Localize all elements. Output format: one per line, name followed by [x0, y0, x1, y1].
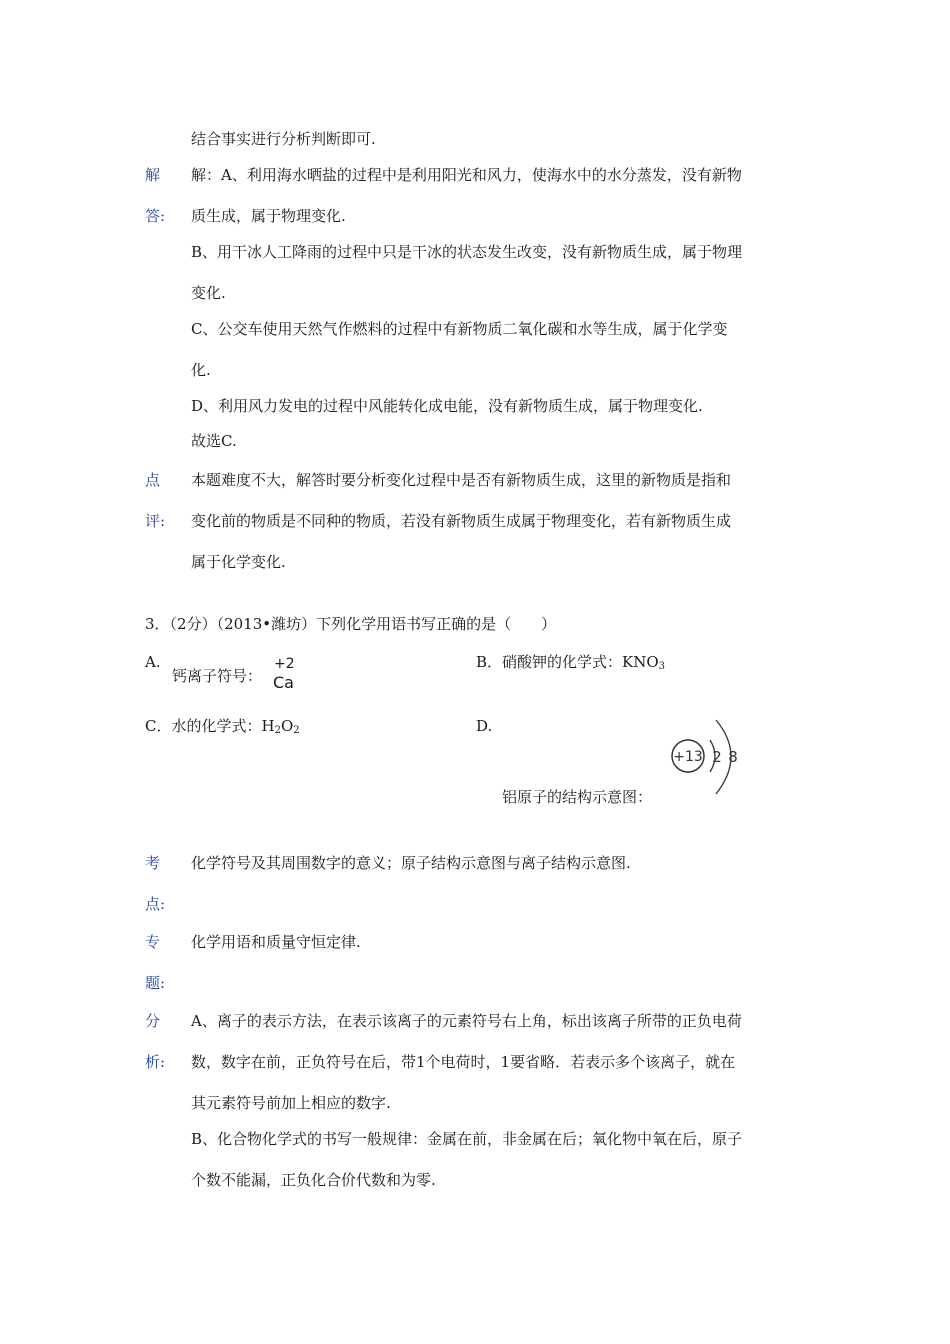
- option-a-letter: A.: [145, 653, 161, 671]
- option-c-subscript-1: 2: [274, 725, 281, 736]
- solution-line: 变化.: [191, 284, 226, 302]
- option-d-letter: D.: [476, 717, 493, 735]
- solution-line: 化.: [191, 361, 211, 379]
- option-c-text: [145, 716, 300, 741]
- fenxi-label-1: 分: [145, 1012, 161, 1030]
- solution-line: 质生成，属于物理变化.: [191, 207, 346, 225]
- comment-label-1: 点: [145, 471, 161, 489]
- option-b-subscript: 3: [658, 661, 666, 672]
- option-a-element: Ca: [273, 673, 294, 692]
- fenxi-line: 个数不能漏，正负化合价代数和为零.: [191, 1171, 436, 1189]
- option-b-formula: B．硝酸钾的化学式：KNO: [476, 653, 659, 671]
- shell-2-count: 8: [728, 748, 738, 766]
- kaodian-label-2: 点:: [145, 895, 166, 913]
- solution-line: C、公交车使用天然气作燃料的过程中有新物质二氧化碳和水等生成，属于化学变: [191, 320, 728, 338]
- aluminum-atom-diagram: [666, 708, 746, 804]
- comment-line: 变化前的物质是不同种的物质，若没有新物质生成属于物理变化，若有新物质生成: [191, 512, 732, 530]
- lead-line: 结合事实进行分析判断即可.: [191, 130, 376, 148]
- fenxi-label-2: 析:: [145, 1053, 166, 1071]
- option-a-text: 钙离子符号：: [172, 667, 263, 685]
- option-b-text: [476, 652, 665, 677]
- fenxi-line: B、化合物化学式的书写一般规律：金属在前，非金属在后；氧化物中氧在后，原子: [191, 1130, 743, 1148]
- solution-label-2: 答:: [145, 207, 166, 225]
- solution-line: 故选C.: [191, 432, 237, 450]
- solution-line: 解：A、利用海水晒盐的过程中是利用阳光和风力，使海水中的水分蒸发，没有新物: [191, 166, 742, 184]
- option-d-caption: 铝原子的结构示意图：: [502, 788, 653, 806]
- option-a-charge: +2: [274, 656, 295, 672]
- zhuanti-label-1: 专: [145, 933, 161, 951]
- kaodian-label-1: 考: [145, 854, 161, 872]
- kaodian-text: 化学符号及其周围数字的意义；原子结构示意图与离子结构示意图.: [191, 854, 631, 872]
- comment-line: 属于化学变化.: [191, 553, 286, 571]
- zhuanti-text: 化学用语和质量守恒定律.: [191, 933, 361, 951]
- nucleus-label: +13: [673, 749, 703, 765]
- solution-label-1: 解: [145, 166, 161, 184]
- option-c-formula-start: C．水的化学式：H: [145, 717, 275, 735]
- solution-line: B、用干冰人工降雨的过程中只是干冰的状态发生改变，没有新物质生成，属于物理: [191, 243, 743, 261]
- question-stem: 3．（2分）（2013•潍坊）下列化学用语书写正确的是（ ）: [145, 615, 557, 633]
- zhuanti-label-2: 题:: [145, 974, 166, 992]
- comment-line: 本题难度不大，解答时要分析变化过程中是否有新物质生成，这里的新物质是指和: [191, 471, 732, 489]
- fenxi-line: 数，数字在前，正负符号在后，带1个电荷时，1要省略．若表示多个该离子，就在: [191, 1053, 736, 1071]
- solution-line: D、利用风力发电的过程中风能转化成电能，没有新物质生成，属于物理变化.: [191, 397, 703, 415]
- option-c-subscript-2: 2: [293, 725, 300, 736]
- comment-label-2: 评:: [145, 512, 166, 530]
- shell-1-count: 2: [712, 748, 722, 766]
- option-c-formula-mid: O: [280, 717, 294, 735]
- fenxi-line: 其元素符号前加上相应的数字.: [191, 1094, 391, 1112]
- fenxi-line: A、离子的表示方法，在表示该离子的元素符号右上角，标出该离子所带的正负电荷: [191, 1012, 742, 1030]
